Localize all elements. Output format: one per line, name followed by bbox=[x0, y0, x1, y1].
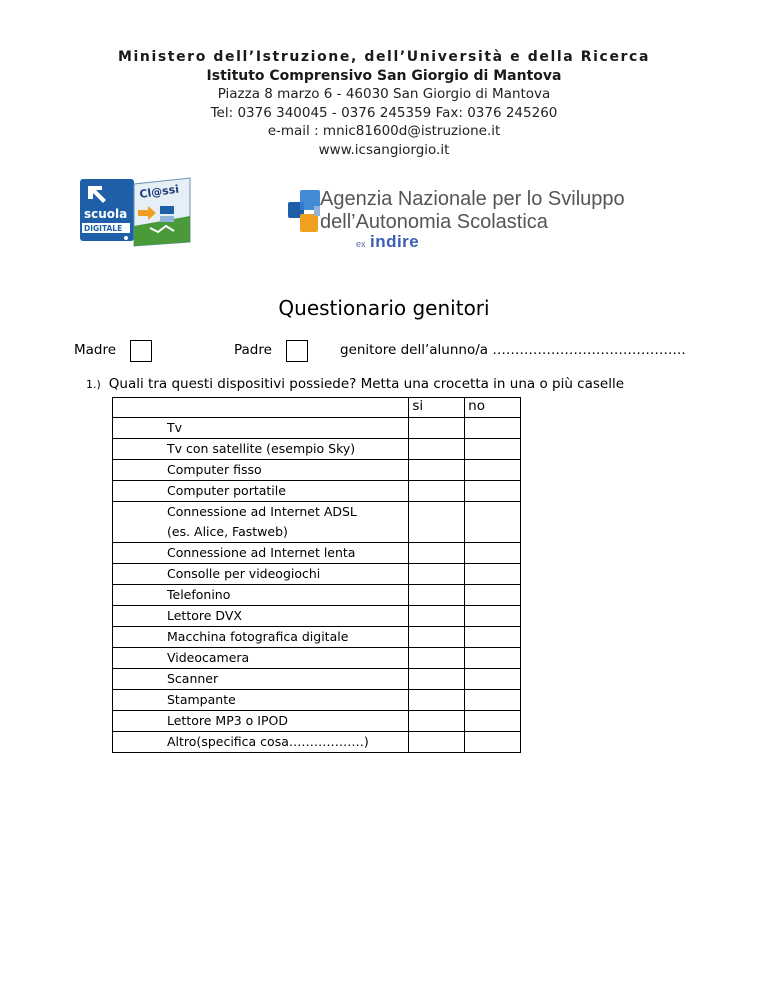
table-row bbox=[113, 502, 521, 543]
ex-label: ex bbox=[356, 239, 366, 249]
table-row bbox=[113, 418, 521, 439]
no-cell[interactable] bbox=[465, 732, 521, 753]
si-cell[interactable] bbox=[409, 481, 465, 502]
question-1 bbox=[86, 376, 624, 392]
agency-squares-icon bbox=[286, 184, 320, 248]
agency-name-line1: Agenzia Nazionale per lo Sviluppo bbox=[320, 188, 625, 210]
table-row bbox=[113, 690, 521, 711]
device-label: Scanner bbox=[113, 669, 409, 690]
no-cell[interactable] bbox=[465, 585, 521, 606]
no-cell[interactable] bbox=[465, 669, 521, 690]
device-label: Stampante bbox=[113, 690, 409, 711]
device-label: Computer portatile bbox=[113, 481, 409, 502]
device-label: Tv con satellite (esempio Sky) bbox=[113, 439, 409, 460]
question-number: 1.) bbox=[86, 378, 101, 391]
school-phone: Tel: 0376 340045 - 0376 245359 Fax: 0376 245260 bbox=[210, 104, 558, 121]
device-label: Connessione ad Internet ADSL (es. Alice, Fastweb) bbox=[113, 502, 409, 543]
padre-checkbox[interactable] bbox=[286, 340, 308, 362]
table-row bbox=[113, 585, 521, 606]
table-row bbox=[113, 648, 521, 669]
no-cell[interactable] bbox=[465, 460, 521, 481]
device-label: Altro(specifica cosa………………) bbox=[113, 732, 409, 753]
no-cell[interactable] bbox=[465, 627, 521, 648]
svg-text:Cl@ssi: Cl@ssi bbox=[138, 182, 180, 201]
device-label: Lettore DVX bbox=[113, 606, 409, 627]
parent-selection-row bbox=[0, 340, 768, 364]
svg-text:DIGITALE: DIGITALE bbox=[84, 224, 123, 233]
table-row bbox=[113, 732, 521, 753]
no-cell[interactable] bbox=[465, 606, 521, 627]
si-cell[interactable] bbox=[409, 460, 465, 481]
indire-label: indire bbox=[369, 232, 420, 251]
svg-text:scuola: scuola bbox=[84, 207, 128, 221]
no-cell[interactable] bbox=[465, 690, 521, 711]
device-label: Connessione ad Internet lenta bbox=[113, 543, 409, 564]
no-cell[interactable] bbox=[465, 543, 521, 564]
table-row bbox=[113, 564, 521, 585]
agency-name-line2: dell’Autonomia Scolastica bbox=[320, 211, 548, 233]
device-label: Macchina fotografica digitale bbox=[113, 627, 409, 648]
madre-label: Madre bbox=[74, 342, 117, 358]
scuola-digitale-logo-image bbox=[76, 176, 192, 250]
table-row bbox=[113, 543, 521, 564]
padre-label: Padre bbox=[234, 342, 272, 358]
school-email: e-mail : mnic81600d@istruzione.it bbox=[267, 123, 501, 139]
si-cell[interactable] bbox=[409, 669, 465, 690]
si-cell[interactable] bbox=[409, 502, 465, 543]
si-cell[interactable] bbox=[409, 564, 465, 585]
no-cell[interactable] bbox=[465, 418, 521, 439]
si-cell[interactable] bbox=[409, 690, 465, 711]
si-cell[interactable] bbox=[409, 648, 465, 669]
school-address: Piazza 8 marzo 6 - 46030 San Giorgio di Mantova bbox=[217, 86, 551, 102]
devices-table bbox=[112, 397, 521, 753]
no-cell[interactable] bbox=[465, 439, 521, 460]
device-label: Tv bbox=[113, 418, 409, 439]
table-header-blank bbox=[113, 398, 409, 418]
table-row bbox=[113, 439, 521, 460]
no-cell[interactable] bbox=[465, 481, 521, 502]
table-row bbox=[113, 460, 521, 481]
no-cell[interactable] bbox=[465, 564, 521, 585]
device-label: Videocamera bbox=[113, 648, 409, 669]
si-cell[interactable] bbox=[409, 543, 465, 564]
table-row bbox=[113, 606, 521, 627]
si-cell[interactable] bbox=[409, 732, 465, 753]
school-website: www.icsangiorgio.it bbox=[318, 141, 450, 158]
table-row bbox=[113, 669, 521, 690]
si-cell[interactable] bbox=[409, 585, 465, 606]
si-cell[interactable] bbox=[409, 418, 465, 439]
table-row bbox=[113, 711, 521, 732]
device-label: Lettore MP3 o IPOD bbox=[113, 711, 409, 732]
scuola-digitale-logo bbox=[76, 176, 192, 250]
indire-agency-logo bbox=[286, 184, 686, 251]
madre-checkbox[interactable] bbox=[130, 340, 152, 362]
no-cell[interactable] bbox=[465, 648, 521, 669]
si-cell[interactable] bbox=[409, 606, 465, 627]
header-si: si bbox=[409, 398, 465, 418]
ministry-name: Ministero dell’Istruzione, dell’Università e della Ricerca bbox=[117, 49, 651, 65]
si-cell[interactable] bbox=[409, 627, 465, 648]
device-label: Telefonino bbox=[113, 585, 409, 606]
device-label: Consolle per videogiochi bbox=[113, 564, 409, 585]
device-label: Computer fisso bbox=[113, 460, 409, 481]
genitore-label: genitore dell’alunno/a ……………………………………. bbox=[340, 342, 686, 358]
header-no: no bbox=[465, 398, 521, 418]
si-cell[interactable] bbox=[409, 711, 465, 732]
ex-indire-mark bbox=[356, 232, 419, 252]
si-cell[interactable] bbox=[409, 439, 465, 460]
table-row bbox=[113, 627, 521, 648]
table-row bbox=[113, 481, 521, 502]
table-header-row bbox=[113, 398, 521, 418]
question-text: Quali tra questi dispositivi possiede? Metta una crocetta in una o più caselle bbox=[108, 376, 625, 392]
no-cell[interactable] bbox=[465, 711, 521, 732]
no-cell[interactable] bbox=[465, 502, 521, 543]
page-title: Questionario genitori bbox=[278, 296, 490, 320]
school-name: Istituto Comprensivo San Giorgio di Mantova bbox=[206, 67, 562, 84]
letterhead bbox=[0, 48, 768, 159]
